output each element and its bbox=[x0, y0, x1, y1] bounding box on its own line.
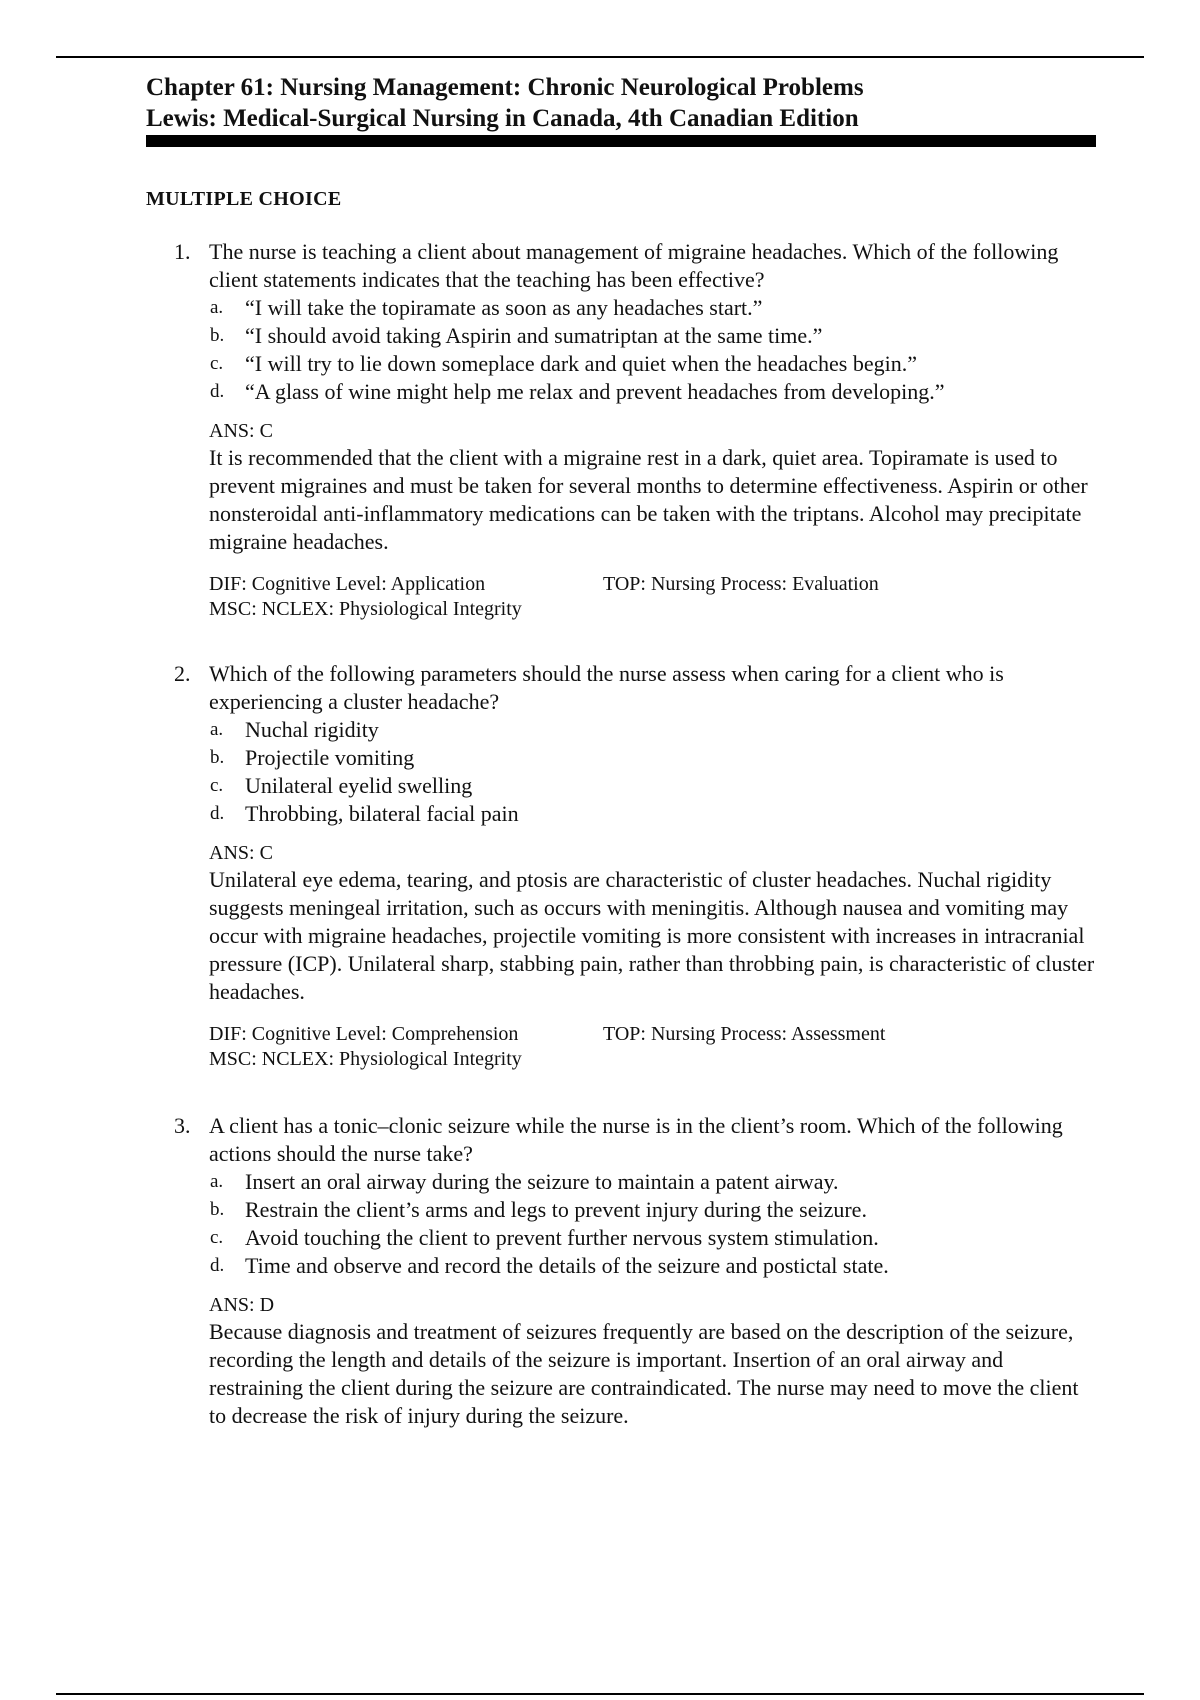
top-rule bbox=[56, 56, 1144, 58]
option-letter: b. bbox=[210, 1199, 225, 1220]
option-letter: a. bbox=[210, 719, 224, 740]
option-letter: b. bbox=[210, 325, 225, 346]
topic-label: TOP: Nursing Process: Assessment bbox=[603, 1023, 886, 1045]
option-d bbox=[146, 1252, 1106, 1280]
option-text: Time and observe and record the details of the seizure and postictal state. bbox=[245, 1253, 889, 1278]
question-number: 3. bbox=[174, 1113, 191, 1138]
option-letter: a. bbox=[210, 297, 224, 318]
book-title: Lewis: Medical-Surgical Nursing in Canada, 4th Canadian Edition bbox=[146, 105, 859, 132]
option-letter: c. bbox=[210, 1227, 224, 1248]
option-text: “I will try to lie down someplace dark and quiet when the headaches begin.” bbox=[245, 351, 917, 376]
question-stem bbox=[146, 660, 1106, 716]
answer-key: ANS: D bbox=[209, 1294, 275, 1316]
option-b bbox=[146, 322, 1106, 350]
option-text: “I will take the topiramate as soon as any headaches start.” bbox=[245, 295, 763, 320]
bottom-rule bbox=[56, 1693, 1144, 1695]
question-text: Which of the following parameters should the nurse assess when caring for a client who is experiencing a cluster headache? bbox=[209, 661, 1004, 714]
chapter-title: Chapter 61: Nursing Management: Chronic Neurological Problems bbox=[146, 74, 864, 101]
option-text: Unilateral eyelid swelling bbox=[245, 773, 473, 798]
msc-label: MSC: NCLEX: Physiological Integrity bbox=[209, 1048, 522, 1070]
option-letter: d. bbox=[210, 1255, 225, 1276]
question-stem bbox=[146, 238, 1106, 294]
rationale: Because diagnosis and treatment of seizures frequently are based on the description of the seizure, recording the length and details of the seizure is important. Insertion of an oral airway and restraining the client during the seizure are contraindicated. The nurse may need to move the client to decrease the risk of injury during the seizure. bbox=[209, 1319, 1079, 1428]
option-c bbox=[146, 1224, 1106, 1252]
option-b bbox=[146, 744, 1106, 772]
answer-key: ANS: C bbox=[209, 420, 273, 442]
question-stem bbox=[146, 1112, 1106, 1168]
option-a bbox=[146, 716, 1106, 744]
option-a bbox=[146, 1168, 1106, 1196]
option-letter: d. bbox=[210, 803, 225, 824]
msc-label: MSC: NCLEX: Physiological Integrity bbox=[209, 598, 522, 620]
option-c bbox=[146, 772, 1106, 800]
option-d bbox=[146, 378, 1106, 406]
question-text: The nurse is teaching a client about management of migraine headaches. Which of the following client statements indicates that the teaching has been effective? bbox=[209, 239, 1059, 292]
option-text: “I should avoid taking Aspirin and sumatriptan at the same time.” bbox=[245, 323, 823, 348]
header-bar bbox=[146, 135, 1096, 147]
question-3 bbox=[146, 1112, 1106, 1430]
question-number: 2. bbox=[174, 661, 191, 686]
topic-label: TOP: Nursing Process: Evaluation bbox=[603, 573, 879, 595]
option-b bbox=[146, 1196, 1106, 1224]
answer-key: ANS: C bbox=[209, 842, 273, 864]
option-text: Throbbing, bilateral facial pain bbox=[245, 801, 519, 826]
option-c bbox=[146, 350, 1106, 378]
option-letter: d. bbox=[210, 381, 225, 402]
question-1 bbox=[146, 238, 1106, 622]
option-text: “A glass of wine might help me relax and prevent headaches from developing.” bbox=[245, 379, 945, 404]
document-header bbox=[146, 72, 1096, 134]
difficulty-label: DIF: Cognitive Level: Application bbox=[209, 573, 486, 595]
section-title: MULTIPLE CHOICE bbox=[146, 188, 342, 210]
option-d bbox=[146, 800, 1106, 828]
option-letter: c. bbox=[210, 775, 224, 796]
option-letter: a. bbox=[210, 1171, 224, 1192]
option-text: Restrain the client’s arms and legs to prevent injury during the seizure. bbox=[245, 1197, 867, 1222]
question-number: 1. bbox=[174, 239, 191, 264]
option-text: Projectile vomiting bbox=[245, 745, 415, 770]
option-text: Avoid touching the client to prevent further nervous system stimulation. bbox=[245, 1225, 879, 1250]
question-2 bbox=[146, 660, 1106, 1072]
option-a bbox=[146, 294, 1106, 322]
option-text: Nuchal rigidity bbox=[245, 717, 379, 742]
option-letter: c. bbox=[210, 353, 224, 374]
rationale: It is recommended that the client with a migraine rest in a dark, quiet area. Topiramate is used to prevent migraines and must be taken for several months to determine effectiveness. Aspirin or other nonsteroidal anti-inflammatory medications can be taken with the triptans. Alcohol may precipitate migraine headaches. bbox=[209, 445, 1088, 554]
question-metadata bbox=[146, 1022, 1106, 1072]
question-metadata bbox=[146, 572, 1106, 622]
option-letter: b. bbox=[210, 747, 225, 768]
rationale: Unilateral eye edema, tearing, and ptosis are characteristic of cluster headaches. Nuchal rigidity suggests meningeal irritation, such as occurs with meningitis. Although nausea and vomiting may occur with migraine headaches, projectile vomiting is more consistent with increases in intracranial pressure (ICP). Unilateral sharp, stabbing pain, rather than throbbing pain, is characteristic of cluster headaches. bbox=[209, 867, 1095, 1004]
option-text: Insert an oral airway during the seizure to maintain a patent airway. bbox=[245, 1169, 839, 1194]
question-text: A client has a tonic–clonic seizure while the nurse is in the client’s room. Which of the following actions should the nurse take? bbox=[209, 1113, 1063, 1166]
difficulty-label: DIF: Cognitive Level: Comprehension bbox=[209, 1023, 519, 1045]
